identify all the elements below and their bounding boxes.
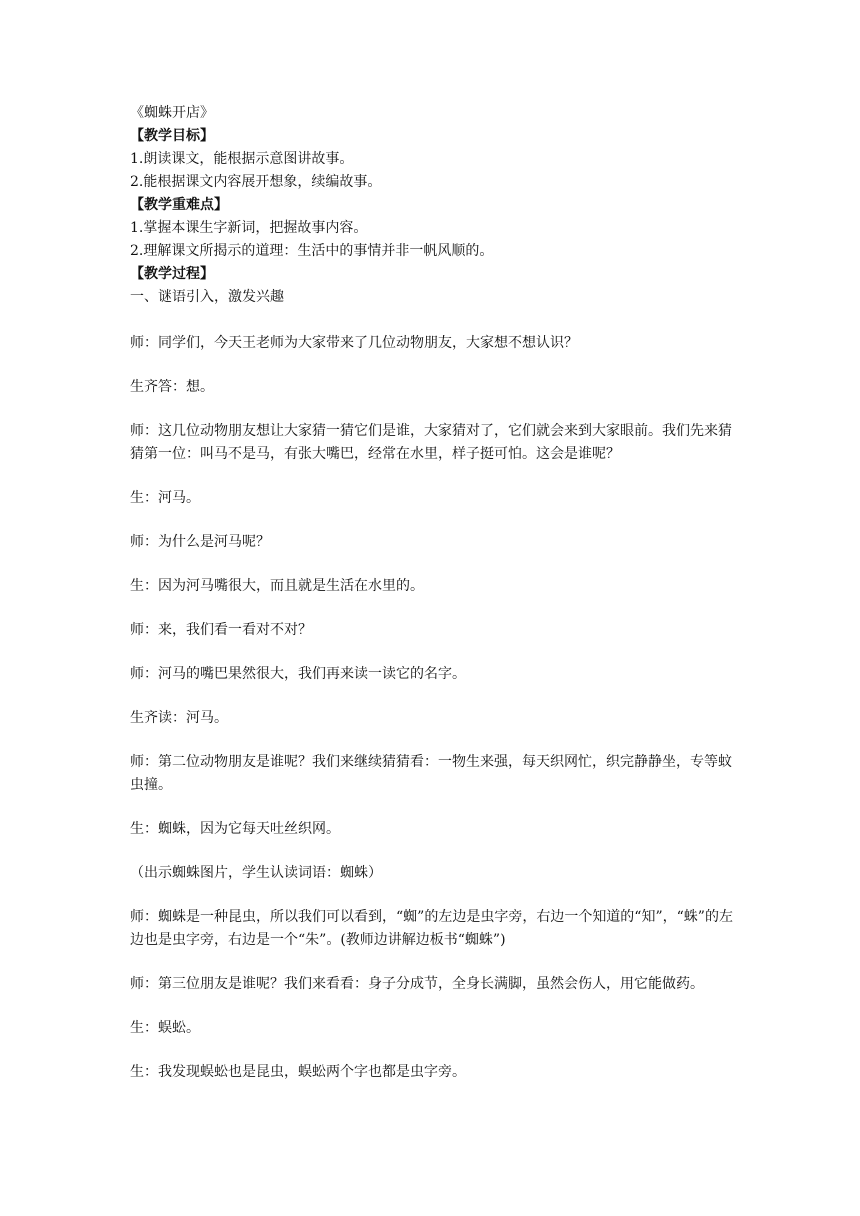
paragraph: 师：第三位朋友是谁呢？我们来看看：身子分成节，全身长满脚，虽然会伤人，用它能做药。: [130, 976, 704, 992]
paragraph: （出示蜘蛛图片，学生认读词语：蜘蛛）: [130, 865, 382, 881]
paragraph: 师：同学们，今天王老师为大家带来了几位动物朋友，大家想不想认识？: [130, 335, 578, 351]
goal-item: 1.朗读课文，能根据示意图讲故事。: [130, 151, 354, 167]
paragraph: 生：蜘蛛，因为它每天吐丝织网。: [130, 821, 340, 837]
dialogue: [130, 332, 740, 1084]
section-heading: 一、谜语引入，激发兴趣: [130, 289, 284, 305]
document-body: [130, 102, 740, 1084]
goal-item: 2.能根据课文内容展开想象，续编故事。: [130, 174, 382, 190]
process-heading: 【教学过程】: [130, 266, 214, 282]
paragraph: 生齐读：河马。: [130, 710, 228, 726]
key-points-heading: 【教学重难点】: [130, 197, 228, 213]
paragraph: 师：来，我们看一看对不对？: [130, 622, 312, 638]
paragraph: 生：因为河马嘴很大，而且就是生活在水里的。: [130, 578, 424, 594]
goals-heading: 【教学目标】: [130, 128, 214, 144]
key-point-item: 1.掌握本课生字新词，把握故事内容。: [130, 220, 368, 236]
paragraph: 师：为什么是河马呢？: [130, 534, 270, 550]
paragraph: 师：蜘蛛是一种昆虫，所以我们可以看到，“蜘”的左边是虫字旁，右边一个知道的“知”，“蛛”的左边也是虫字旁，右边是一个“朱”。(教师边讲解边板书“蜘蛛”): [130, 909, 733, 948]
key-point-item: 2.理解课文所揭示的道理：生活中的事情并非一帆风顺的。: [130, 243, 494, 259]
lesson-title: 《蜘蛛开店》: [130, 105, 214, 121]
paragraph: 师：第二位动物朋友是谁呢？我们来继续猜猜看：一物生来强，每天织网忙，织完静静坐，专等蚊虫撞。: [130, 754, 732, 793]
paragraph: 生：蜈蚣。: [130, 1020, 200, 1036]
paragraph: 生齐答：想。: [130, 379, 214, 395]
paragraph: 师：这几位动物朋友想让大家猜一猜它们是谁，大家猜对了，它们就会来到大家眼前。我们先来猜猜第一位：叫马不是马，有张大嘴巴，经常在水里，样子挺可怕。这会是谁呢？: [130, 423, 732, 462]
paragraph: 生：我发现蜈蚣也是昆虫，蜈蚣两个字也都是虫字旁。: [130, 1064, 466, 1080]
paragraph: 师：河马的嘴巴果然很大，我们再来读一读它的名字。: [130, 666, 466, 682]
paragraph: 生：河马。: [130, 490, 200, 506]
